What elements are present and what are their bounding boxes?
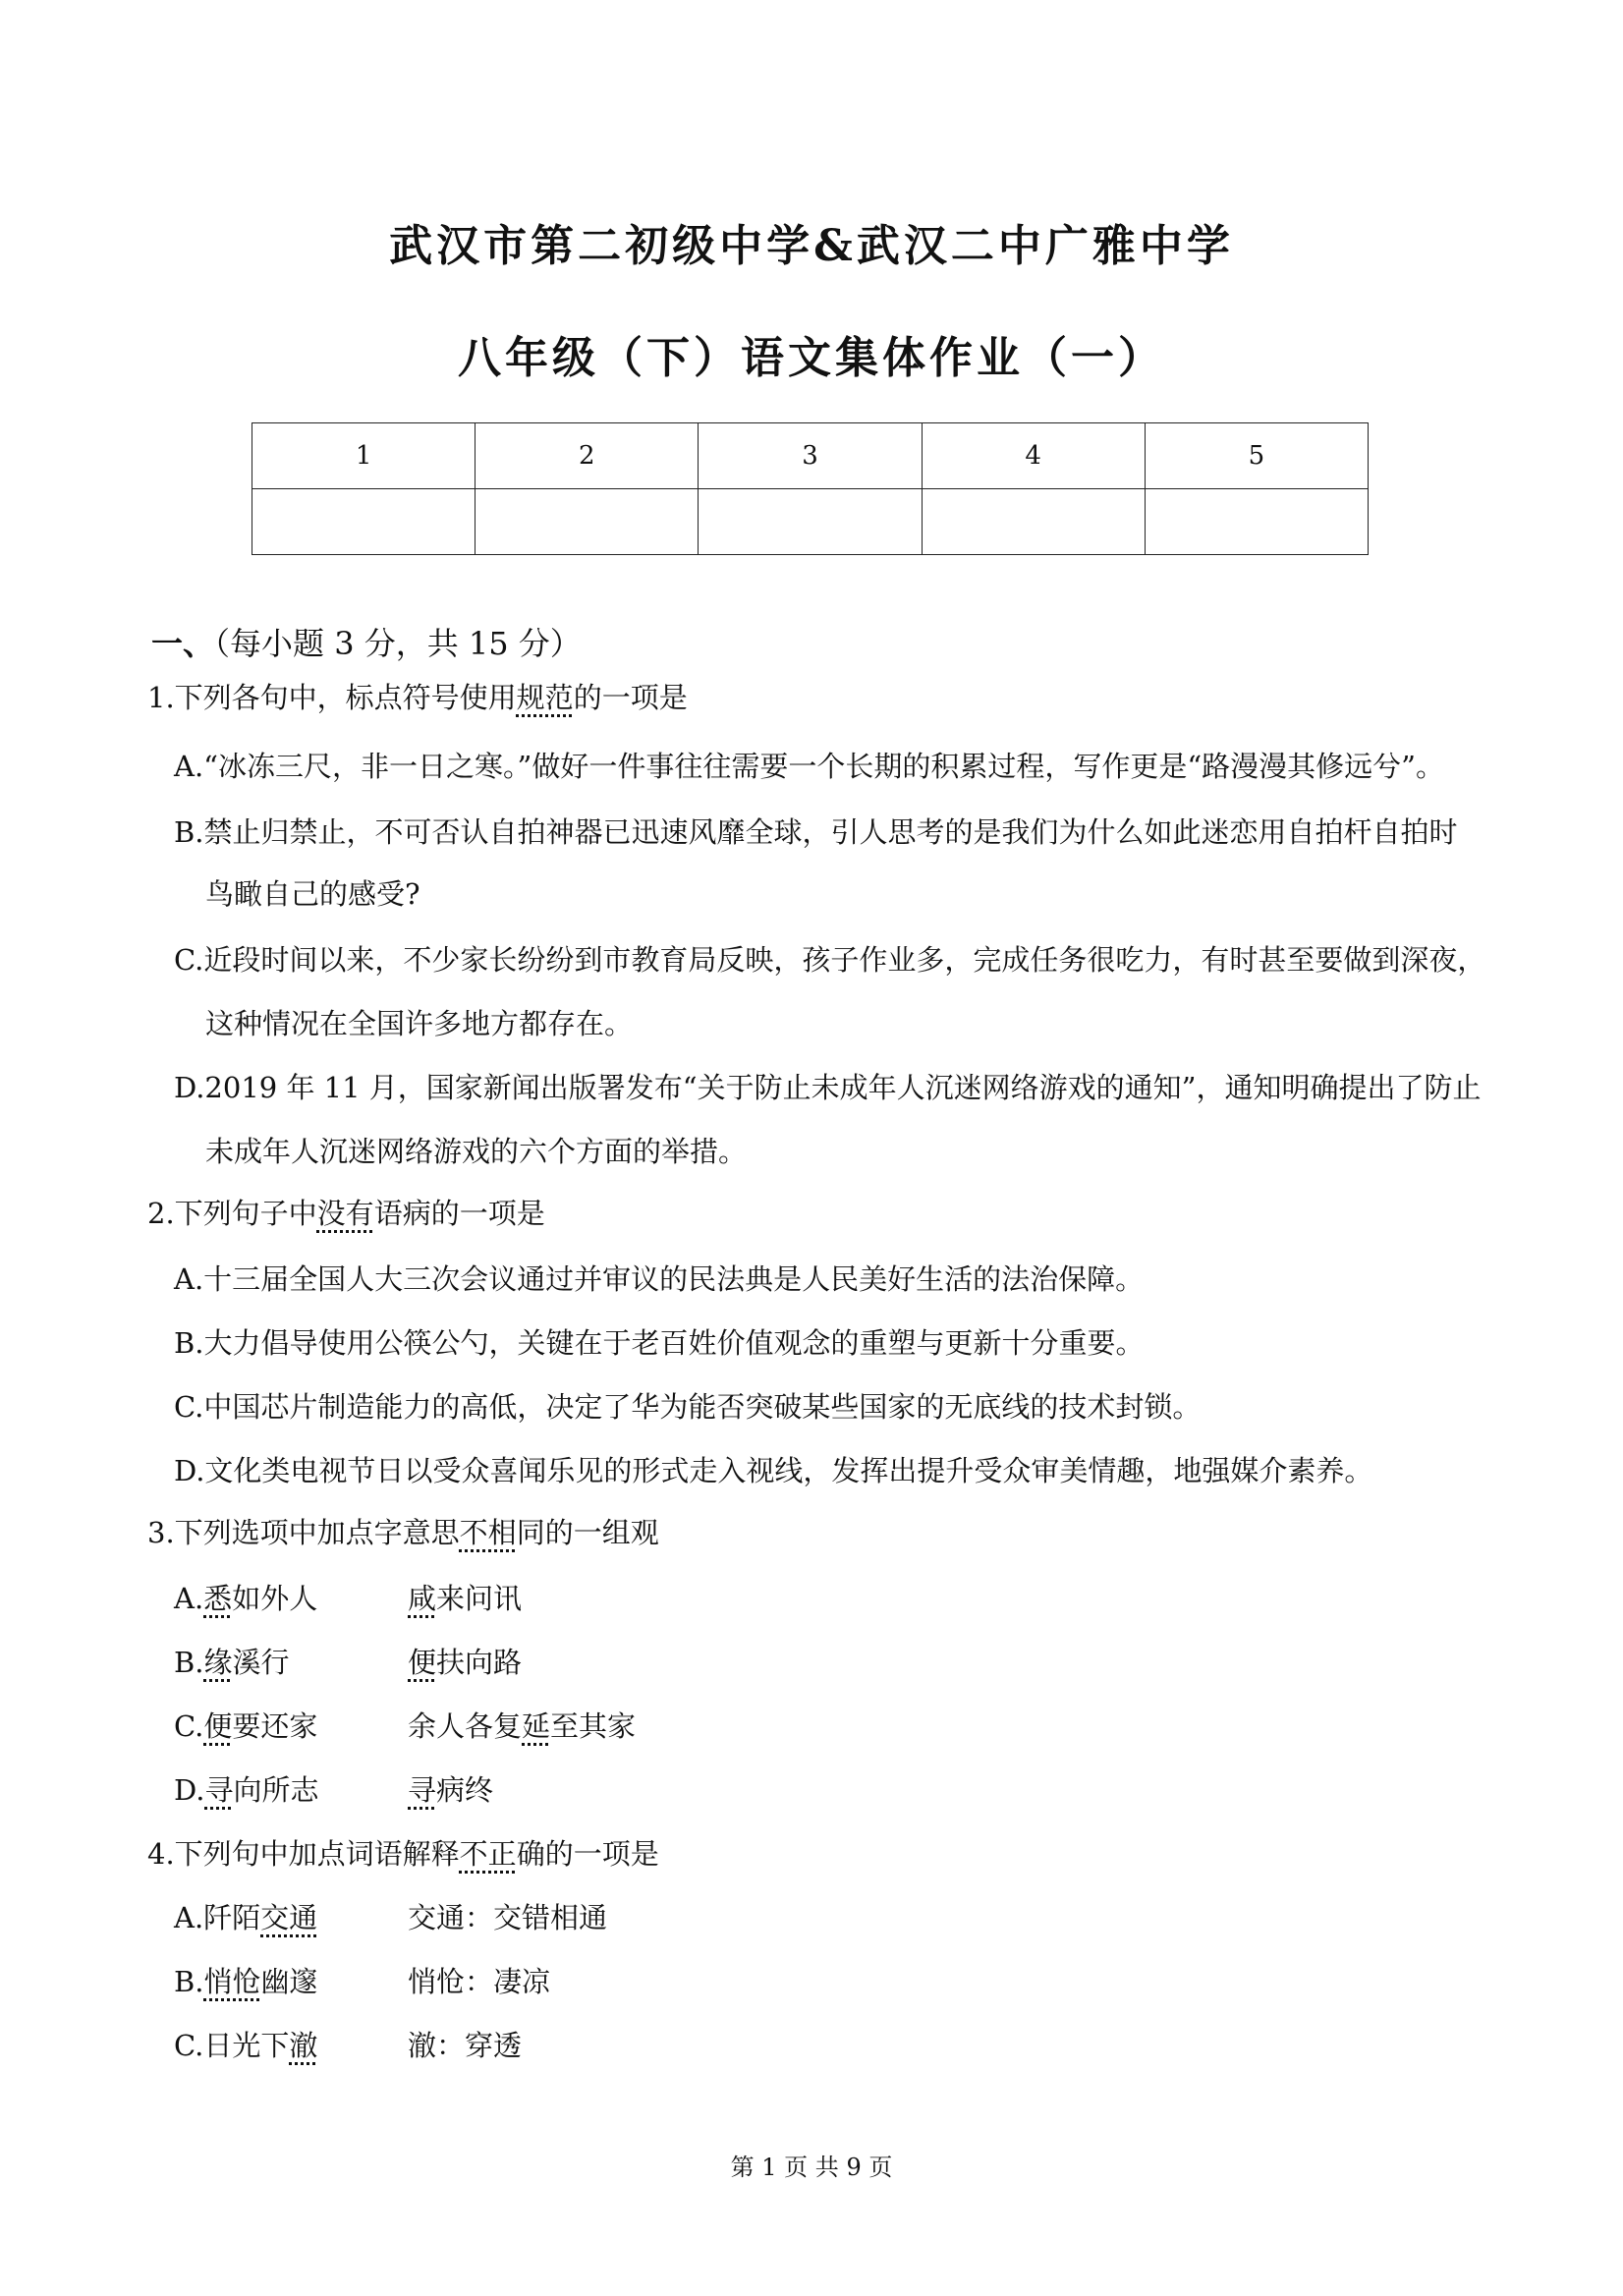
question-1-option-c: C.近段时间以来，不少家长纷纷到市教育局反映，孩子作业多，完成任务很吃力，有时甚至要做到深夜， xyxy=(174,943,1486,977)
question-3-option-b: B.缘溪行 xyxy=(174,1646,290,1679)
score-blank-cell xyxy=(699,489,922,555)
score-header-cell: 4 xyxy=(922,423,1145,489)
question-3-stem: 3.下列选项中加点字意思不相同的一组观 xyxy=(147,1516,659,1549)
emphasis-dotted: 悄怆 xyxy=(203,1965,261,1998)
question-1-option-c-cont: 这种情况在全国许多地方都存在。 xyxy=(205,1007,634,1040)
score-header-cell: 1 xyxy=(252,423,476,489)
question-3-option-c-compare: 余人各复延至其家 xyxy=(408,1709,637,1743)
question-3-option-a: A.悉如外人 xyxy=(174,1582,318,1615)
question-1-option-b-cont: 鸟瞰自己的感受? xyxy=(205,877,420,911)
question-1-option-d-cont: 未成年人沉迷网络游戏的六个方面的举措。 xyxy=(205,1135,748,1168)
emphasis-dotted: 寻 xyxy=(408,1773,437,1807)
emphasis-dotted: 延 xyxy=(522,1709,551,1743)
emphasis-dotted: 悉 xyxy=(203,1582,233,1615)
question-3-option-d-compare: 寻病终 xyxy=(408,1773,494,1807)
question-2-option-b: B.大力倡导使用公筷公勺，关键在于老百姓价值观念的重塑与更新十分重要。 xyxy=(174,1326,1145,1360)
question-2-option-d: D.文化类电视节日以受众喜闻乐见的形式走入视线，发挥出提升受众审美情趣，地强媒介素养。 xyxy=(174,1454,1373,1487)
document-title: 武汉市第二初级中学&武汉二中广雅中学 xyxy=(389,221,1234,271)
score-blank-cell xyxy=(252,489,476,555)
emphasis-dotted: 规范 xyxy=(516,681,574,714)
emphasis-dotted: 缘 xyxy=(203,1646,233,1679)
score-table xyxy=(252,422,1369,555)
question-4-option-c: C.日光下澈 xyxy=(174,2029,318,2062)
question-1-stem: 1.下列各句中，标点符号使用规范的一项是 xyxy=(147,681,688,714)
emphasis-dotted: 便 xyxy=(203,1709,233,1743)
section-desc: （每小题 3 分，共 15 分） xyxy=(214,625,582,662)
question-2-option-c: C.中国芯片制造能力的高低，决定了华为能否突破某些国家的无底线的技术封锁。 xyxy=(174,1390,1202,1424)
score-blank-cell xyxy=(922,489,1145,555)
question-3-option-b-compare: 便扶向路 xyxy=(408,1646,523,1679)
question-4-option-b: B.悄怆幽邃 xyxy=(174,1965,318,1998)
question-3-option-d: D.寻向所志 xyxy=(174,1773,319,1807)
question-3-option-c: C.便要还家 xyxy=(174,1709,318,1743)
section-heading xyxy=(151,619,582,664)
score-header-cell: 2 xyxy=(476,423,699,489)
question-2-option-a: A.十三届全国人大三次会议通过并审议的民法典是人民美好生活的法治保障。 xyxy=(174,1262,1145,1296)
score-header-cell: 3 xyxy=(699,423,922,489)
question-4-option-b-gloss: 悄怆：凄凉 xyxy=(408,1965,551,1998)
question-4-stem: 4.下列句中加点词语解释不正确的一项是 xyxy=(147,1837,659,1871)
score-blank-cell xyxy=(1145,489,1368,555)
question-4-option-a-gloss: 交通：交错相通 xyxy=(408,1901,608,1934)
question-4-option-c-gloss: 澈：穿透 xyxy=(408,2029,523,2062)
emphasis-dotted: 便 xyxy=(408,1646,437,1679)
score-table-header-row xyxy=(252,423,1369,489)
question-2-stem: 2.下列句子中没有语病的一项是 xyxy=(147,1197,545,1230)
emphasis-dotted: 寻 xyxy=(204,1773,234,1807)
score-table-blank-row xyxy=(252,489,1369,555)
document-subtitle: 八年级（下）语文集体作业（一） xyxy=(458,333,1165,383)
question-4-option-a: A.阡陌交通 xyxy=(174,1901,318,1934)
question-1-option-b: B.禁止归禁止，不可否认自拍神器已迅速风靡全球，引人思考的是我们为什么如此迷恋用自拍杆自拍时 xyxy=(174,815,1458,849)
score-blank-cell xyxy=(476,489,699,555)
question-3-option-a-compare: 咸来问讯 xyxy=(408,1582,523,1615)
question-1-option-a: A.“冰冻三尺，非一日之寒。”做好一件事往往需要一个长期的积累过程，写作更是“路漫漫其修远兮”。 xyxy=(174,750,1444,783)
emphasis-dotted: 没有 xyxy=(316,1197,374,1230)
emphasis-dotted: 澈 xyxy=(289,2029,318,2062)
score-header-cell: 5 xyxy=(1145,423,1368,489)
emphasis-dotted: 不相 xyxy=(459,1516,517,1549)
question-1-option-d: D.2019 年 11 月，国家新闻出版署发布“关于防止未成年人沉迷网络游戏的通知”，通知明确提出了防止 xyxy=(174,1071,1482,1104)
page-footer: 第 1 页 共 9 页 xyxy=(730,2154,893,2181)
emphasis-dotted: 交通 xyxy=(260,1901,318,1934)
emphasis-dotted: 咸 xyxy=(408,1582,437,1615)
section-label: 一、 xyxy=(151,625,215,662)
emphasis-dotted: 不正 xyxy=(459,1837,517,1871)
